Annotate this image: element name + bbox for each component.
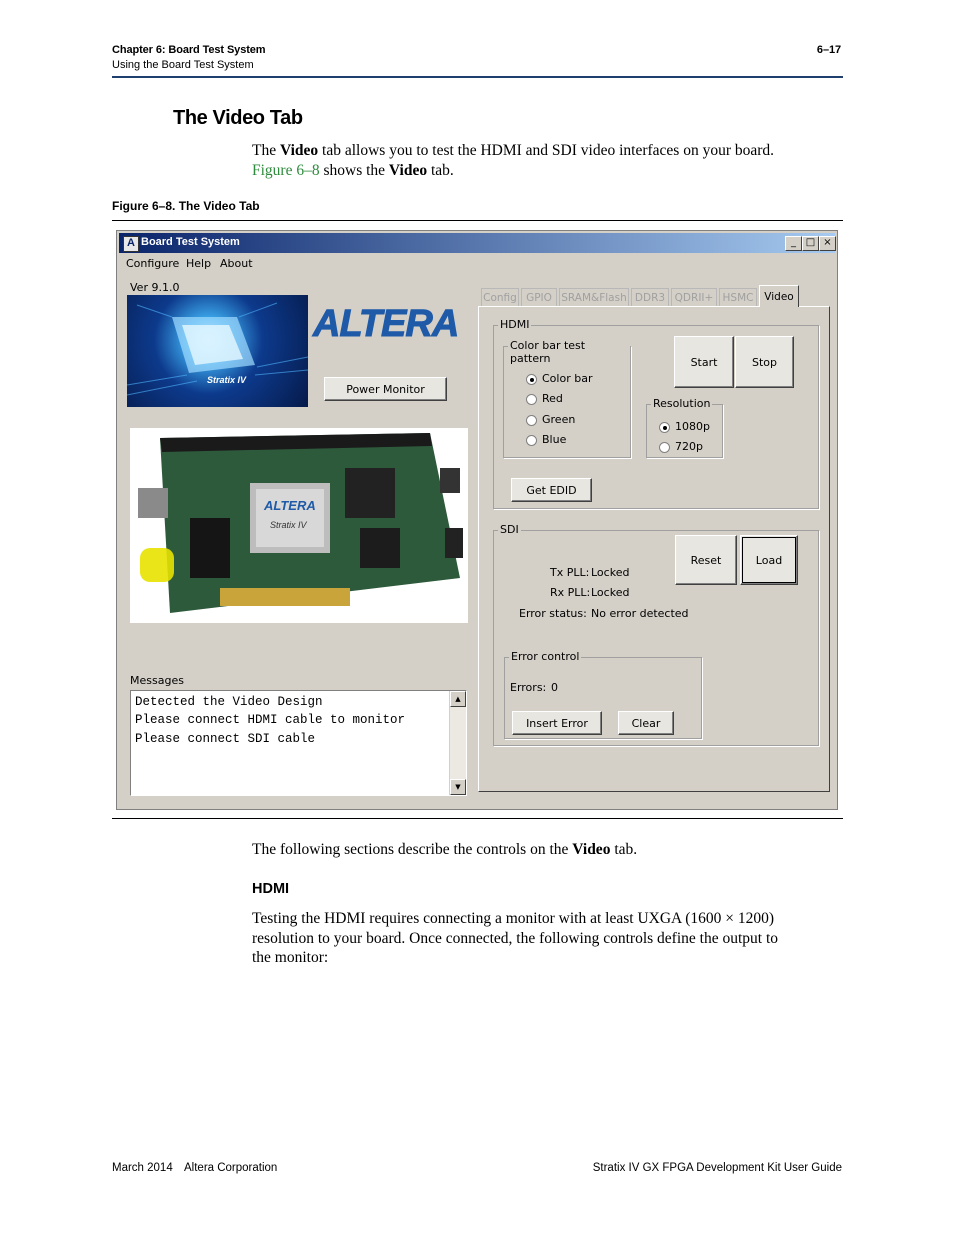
tab-ddr3[interactable]: DDR3	[631, 288, 669, 306]
color-pattern-label: Color bar test pattern	[508, 339, 630, 365]
page-number: 6–17	[816, 44, 841, 56]
tab-sram-flash[interactable]: SRAM&Flash	[559, 288, 629, 306]
window-title: Board Test System	[141, 236, 240, 248]
radio-label: Blue	[542, 433, 567, 446]
intro-bold: Video	[388, 161, 428, 179]
hdmi-heading: HDMI	[252, 881, 290, 897]
body-text: tab.	[610, 841, 638, 858]
radio-720p[interactable]	[659, 442, 670, 453]
menu-configure[interactable]: Configure	[126, 257, 180, 270]
video-tab-panel	[478, 306, 830, 792]
figure-link[interactable]: Figure 6–8	[252, 161, 320, 179]
intro-text: shows the	[319, 161, 389, 179]
body-text: The following sections describe the controls on the	[252, 841, 573, 858]
radio-label: Red	[542, 392, 563, 405]
board-logo: ALTERA	[264, 498, 316, 513]
radio-blue[interactable]	[526, 435, 537, 446]
stratix-chip-image	[127, 295, 308, 407]
get-edid-button[interactable]: Get EDID	[511, 478, 592, 502]
message-line: Please connect SDI cable	[135, 732, 316, 746]
scroll-up-icon[interactable]: ▲	[450, 691, 466, 707]
intro-text: tab allows you to test the HDMI and SDI video interfaces on your board.	[318, 142, 775, 159]
radio-color-bar[interactable]	[526, 374, 537, 385]
after-figure-paragraph	[252, 840, 842, 860]
rx-pll-label: Rx PLL:	[550, 586, 591, 599]
messages-box[interactable]	[130, 690, 467, 796]
error-control-label: Error control	[511, 650, 580, 663]
radio-label: Color bar	[542, 372, 593, 385]
figure-top-rule	[112, 220, 843, 221]
intro-text: The	[252, 142, 280, 159]
version-label: Ver 9.1.0	[130, 281, 180, 294]
page-title: The Video Tab	[173, 107, 303, 129]
footer-date: March 2014	[112, 1162, 173, 1174]
reset-button[interactable]: Reset	[675, 535, 737, 585]
circuit-icon	[127, 295, 308, 407]
body-text: Testing the HDMI requires connecting a monitor with at least UXGA (1600 × 1200)	[252, 910, 775, 927]
radio-red[interactable]	[526, 394, 537, 405]
board-image	[130, 428, 468, 623]
figure-caption: Figure 6–8. The Video Tab	[112, 199, 260, 213]
hdmi-paragraph	[252, 909, 847, 968]
error-status-label: Error status:	[519, 607, 587, 620]
scroll-down-icon[interactable]: ▼	[450, 779, 466, 795]
board-chip: Stratix IV	[270, 520, 307, 530]
app-icon: A	[123, 236, 139, 252]
radio-label: 720p	[675, 440, 703, 453]
message-line: Please connect HDMI cable to monitor	[135, 713, 406, 727]
messages-label: Messages	[130, 674, 184, 687]
resolution-label: Resolution	[653, 397, 711, 410]
tab-qdrii[interactable]: QDRII+	[671, 288, 717, 306]
header-rule	[112, 76, 843, 78]
tab-hsmc[interactable]: HSMC	[719, 288, 757, 306]
tx-pll-value: Locked	[591, 566, 630, 579]
board-test-window	[116, 230, 838, 810]
close-icon[interactable]: ×	[819, 236, 836, 251]
hdmi-group	[493, 318, 819, 509]
power-monitor-button[interactable]: Power Monitor	[324, 377, 447, 401]
stop-button[interactable]: Stop	[735, 336, 794, 388]
figure-bottom-rule	[112, 818, 843, 819]
altera-logo: ALTERA	[313, 303, 459, 345]
maximize-icon[interactable]: □	[802, 236, 819, 251]
sdi-label: SDI	[500, 523, 519, 536]
footer-company: Altera Corporation	[184, 1162, 278, 1174]
footer-guide: Stratix IV GX FPGA Development Kit User Guide	[592, 1162, 842, 1174]
body-text: resolution to your board. Once connected, the following controls define the output to	[252, 929, 779, 947]
chapter-header: Chapter 6: Board Test System	[112, 44, 266, 56]
intro-paragraph	[252, 141, 842, 180]
message-line: Detected the Video Design	[135, 695, 323, 709]
intro-text: tab.	[427, 161, 454, 179]
color-pattern-group	[503, 339, 631, 458]
body-bold: Video	[572, 841, 611, 858]
tab-gpio[interactable]: GPIO	[521, 288, 557, 306]
tab-config[interactable]: Config	[481, 288, 519, 306]
resolution-group	[646, 397, 723, 458]
menu-about[interactable]: About	[220, 257, 253, 270]
start-button[interactable]: Start	[674, 336, 734, 388]
errors-label: Errors:	[510, 681, 547, 694]
rx-pll-value: Locked	[591, 586, 630, 599]
radio-green[interactable]	[526, 415, 537, 426]
error-status-value: No error detected	[591, 607, 689, 620]
messages-scrollbar[interactable]	[449, 691, 466, 795]
chip-brand: Stratix IV	[207, 375, 247, 385]
tab-video[interactable]: Video	[759, 285, 799, 307]
tx-pll-label: Tx PLL:	[550, 566, 590, 579]
errors-value: 0	[551, 681, 558, 694]
minimize-icon[interactable]: _	[785, 236, 802, 251]
body-text: the monitor:	[252, 949, 329, 966]
menu-help[interactable]: Help	[186, 257, 212, 270]
section-header: Using the Board Test System	[112, 59, 254, 71]
hdmi-label: HDMI	[500, 318, 530, 331]
error-control-group	[504, 650, 702, 739]
clear-button[interactable]: Clear	[618, 711, 674, 735]
title-bar[interactable]	[119, 233, 835, 253]
radio-1080p[interactable]	[659, 422, 670, 433]
radio-label: 1080p	[675, 420, 710, 433]
intro-bold: Video	[279, 142, 319, 159]
sdi-group	[493, 523, 819, 746]
radio-label: Green	[542, 413, 576, 426]
insert-error-button[interactable]: Insert Error	[512, 711, 602, 735]
load-button[interactable]: Load	[740, 535, 798, 585]
